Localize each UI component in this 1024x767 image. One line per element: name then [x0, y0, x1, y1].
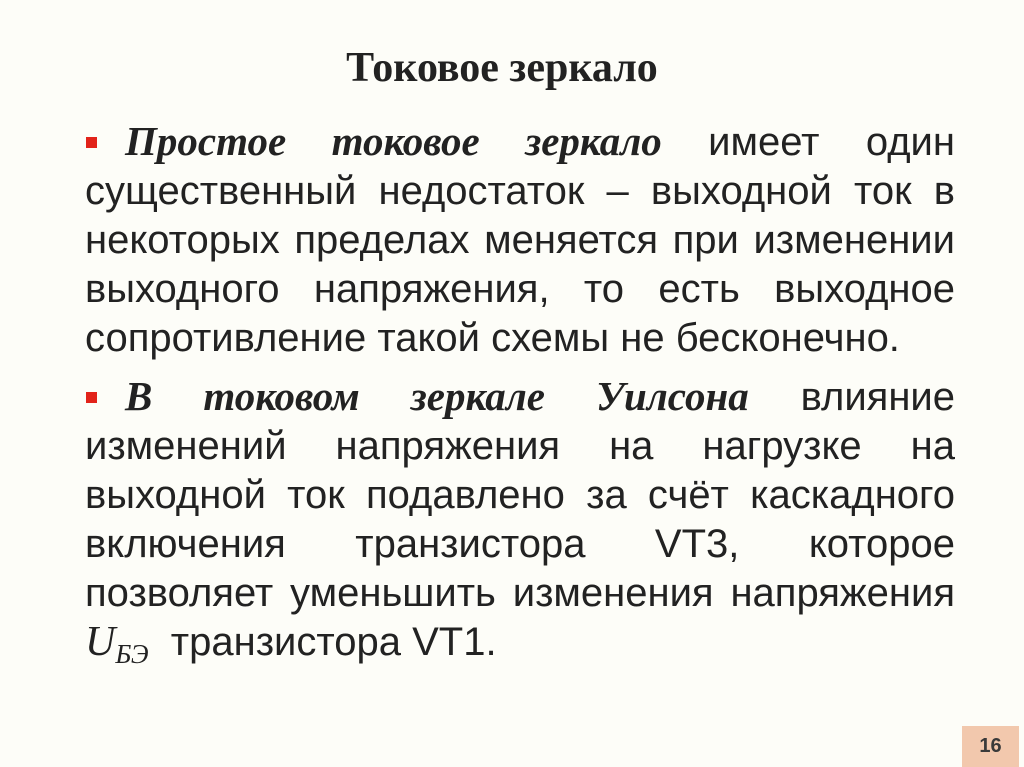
bullet-emphasis: Простое токовое зеркало	[125, 118, 662, 164]
bullet-simple-mirror	[85, 117, 955, 363]
bullet-text: имеет один существенный недостаток – выходной ток в некоторых пределах меняется при изменении выходного напряжения, то есть выходное сопротивление такой схемы не бесконечно.	[85, 120, 955, 360]
slide-body	[85, 117, 955, 667]
bullet-text: влияние изменений напряжения на нагрузке на выходной ток подавлено за счёт каскадного включения транзистора VT3, которое позволяет уменьшить изменения напряжения	[85, 375, 955, 615]
square-bullet-icon	[86, 392, 97, 403]
square-bullet-icon	[86, 137, 97, 148]
bullet-wilson-mirror	[85, 372, 955, 667]
voltage-subscript: БЭ	[115, 639, 149, 669]
slide-title: Токовое зеркало	[346, 45, 658, 91]
voltage-symbol: U	[85, 619, 116, 665]
bullet-tail-text: транзистора VT1.	[148, 620, 497, 664]
page-number-badge: 16	[962, 726, 1019, 767]
bullet-emphasis: В токовом зеркале Уилсона	[125, 373, 749, 419]
